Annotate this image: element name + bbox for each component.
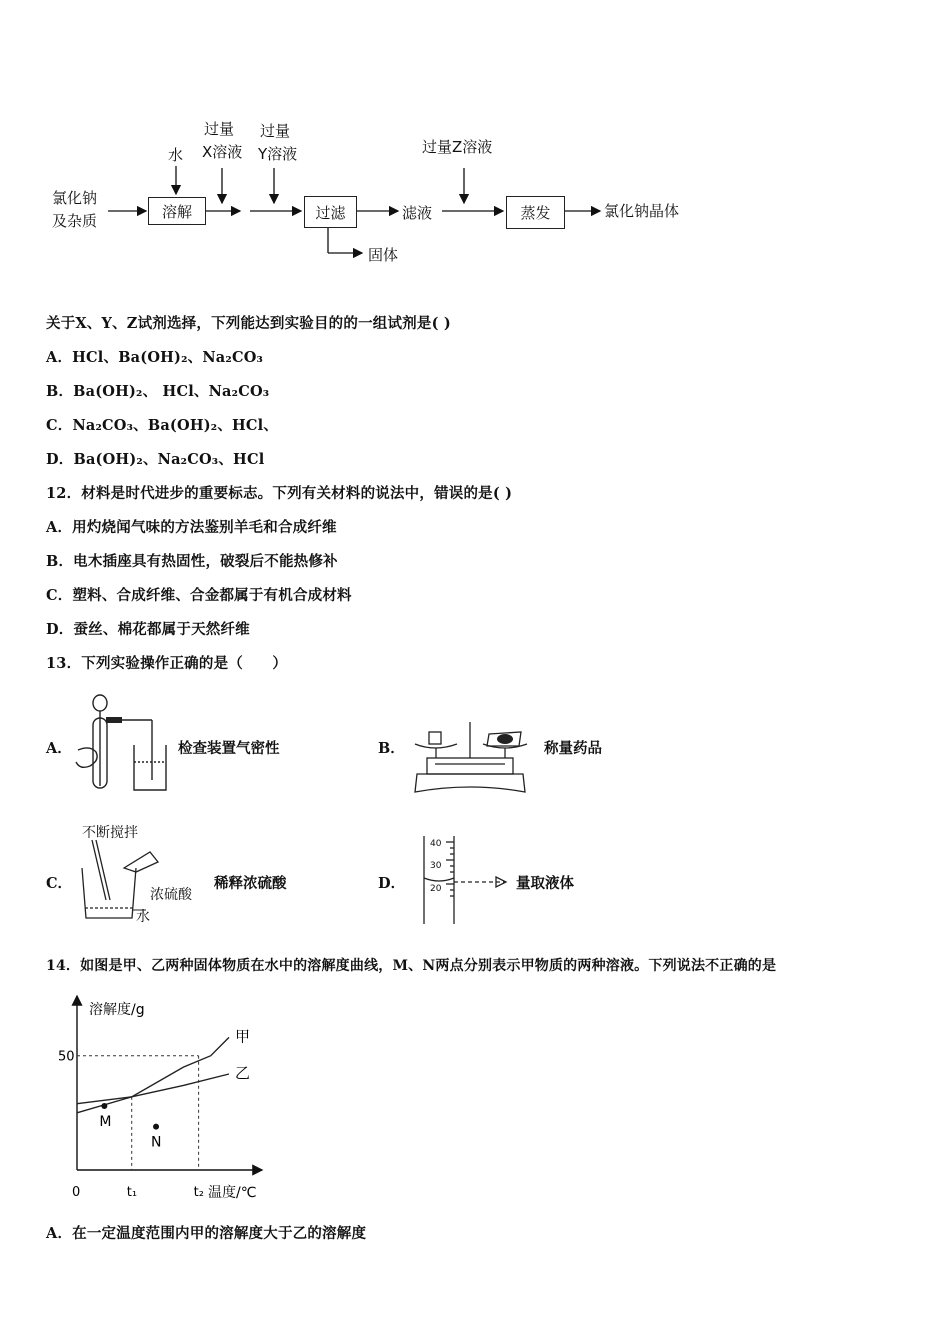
q11-stem: 关于X、Y、Z试剂选择，下列能达到实验目的的一组试剂是( ) bbox=[46, 315, 451, 332]
water-label: 水 bbox=[168, 146, 184, 164]
q12-option-a: A．用灼烧闻气味的方法鉴别羊毛和合成纤维 bbox=[46, 519, 337, 536]
series-label-yi: 乙 bbox=[235, 1064, 251, 1082]
q12-option-b: B．电木插座具有热固性，破裂后不能热修补 bbox=[46, 553, 338, 570]
solid-label: 固体 bbox=[368, 246, 399, 264]
q13-option-c-text: 稀释浓硫酸 bbox=[214, 875, 287, 892]
q11-option-d: D．Ba(OH)₂、Na₂CO₃、HCl bbox=[46, 451, 265, 468]
cylinder-figure bbox=[410, 832, 515, 926]
q13-stem: 13．下列实验操作正确的是（ ） bbox=[46, 655, 288, 672]
water-label-c: 水 bbox=[136, 909, 150, 925]
output-label: 氯化钠晶体 bbox=[604, 202, 680, 220]
series-curve-yi bbox=[77, 1074, 229, 1104]
stir-label: 不断搅拌 bbox=[82, 825, 138, 841]
q13-option-a-text: 检查装置气密性 bbox=[178, 740, 280, 757]
q13-option-b-letter: B． bbox=[378, 740, 405, 757]
q14-option-a: A．在一定温度范围内甲的溶解度大于乙的溶解度 bbox=[46, 1225, 367, 1242]
point-label-N: N bbox=[151, 1134, 162, 1151]
q12-option-d: D．蚕丝、棉花都属于天然纤维 bbox=[46, 621, 250, 638]
filter-box: 过滤 bbox=[304, 196, 357, 228]
cylinder-mark-40: 40 bbox=[430, 839, 442, 849]
q12-option-c: C．塑料、合成纤维、合金都属于有机合成材料 bbox=[46, 587, 352, 604]
input-label-line2: 及杂质 bbox=[52, 212, 98, 230]
x-axis-label: 温度/℃ bbox=[208, 1185, 257, 1201]
reagent-x-line1: 过量 bbox=[204, 120, 235, 138]
q13-option-b-text: 称量药品 bbox=[544, 740, 602, 757]
q11-option-c: C．Na₂CO₃、Ba(OH)₂、HCl、 bbox=[46, 417, 279, 434]
x-tick-0: 0 bbox=[72, 1185, 81, 1200]
q13-option-a-letter: A． bbox=[46, 740, 72, 757]
y-axis-label: 溶解度/g bbox=[89, 1002, 145, 1018]
q11-option-b: B．Ba(OH)₂、 HCl、Na₂CO₃ bbox=[46, 383, 270, 400]
filtrate-label: 滤液 bbox=[402, 204, 433, 222]
reagent-y-line2: Y溶液 bbox=[258, 145, 298, 163]
q13-option-d-text: 量取液体 bbox=[516, 875, 574, 892]
cylinder-mark-20: 20 bbox=[430, 884, 442, 894]
x-tick-2: t₂ bbox=[193, 1185, 204, 1200]
reagent-y-line1: 过量 bbox=[260, 122, 291, 140]
dissolve-box: 溶解 bbox=[148, 197, 206, 225]
reagent-z-label: 过量Z溶液 bbox=[422, 138, 493, 156]
balance-figure bbox=[405, 712, 535, 798]
q13-option-c-letter: C． bbox=[46, 875, 73, 892]
point-M bbox=[101, 1103, 107, 1109]
evaporate-box: 蒸发 bbox=[506, 196, 565, 229]
reagent-x-line2: X溶液 bbox=[202, 143, 243, 161]
cylinder-mark-30: 30 bbox=[430, 861, 442, 871]
airtightness-apparatus-figure bbox=[70, 690, 170, 800]
input-label-line1: 氯化钠 bbox=[52, 189, 98, 207]
q14-stem: 14．如图是甲、乙两种固体物质在水中的溶解度曲线，M、N两点分别表示甲物质的两种溶液。下列说法不正确的是 bbox=[46, 958, 777, 974]
q12-stem: 12．材料是时代进步的重要标志。下列有关材料的说法中，错误的是( ) bbox=[46, 485, 513, 502]
point-label-M: M bbox=[99, 1114, 112, 1130]
solubility-chart bbox=[40, 990, 280, 1205]
acid-label: 浓硫酸 bbox=[150, 887, 192, 903]
series-label-jia: 甲 bbox=[235, 1027, 251, 1046]
q11-option-a: A．HCl、Ba(OH)₂、Na₂CO₃ bbox=[46, 349, 264, 366]
y-tick-50: 50 bbox=[58, 1049, 75, 1065]
point-N bbox=[153, 1124, 159, 1130]
x-tick-1: t₁ bbox=[126, 1185, 138, 1200]
q13-option-d-letter: D． bbox=[378, 875, 406, 892]
